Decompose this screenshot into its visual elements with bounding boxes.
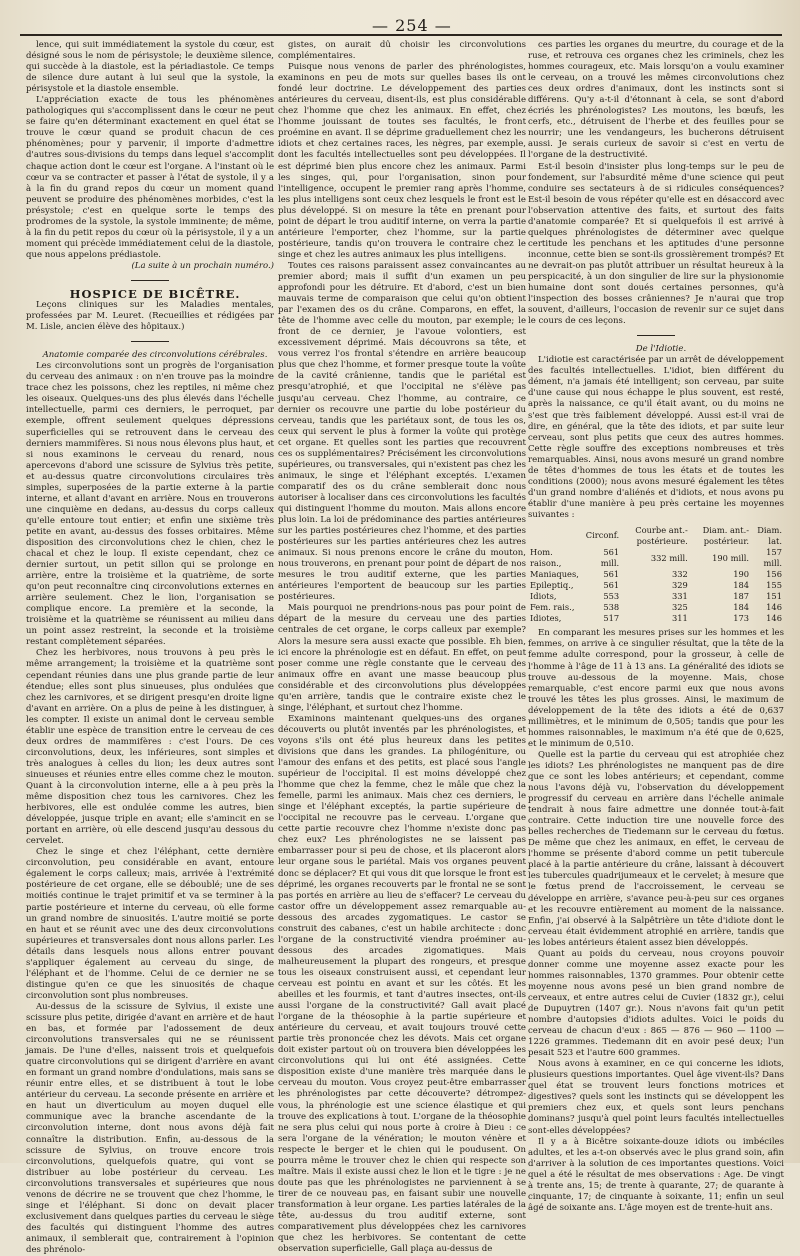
lecture-subtitle: Leçons cliniques sur les Maladies mentales, professées par M. Leuret. (Recueillies et rédigées par M. Lisle, ancien élève des hôpitaux.) <box>26 300 274 333</box>
column-1 <box>26 40 274 1255</box>
table-row <box>528 569 784 580</box>
paragraph: gistes, on aurait dû choisir les circonvolutions complémentaires. <box>278 40 526 62</box>
table-header-cell: Diam. lat. <box>757 524 782 547</box>
paragraph: lence, qui suit immédiatement la systole du cœur, est désigné sous le nom de périsystole; le deuxième silence, qui succède à la diastole, est la périadiastole. Ce temps de silence dure autant à lui seul que la systole, la périsystole et la diastole ensemble. <box>26 40 274 95</box>
paragraph: Il y a à Bicêtre soixante-douze idiots ou imbéciles adultes, et les a-t-on observés avec le plus grand soin, afin d'arriver à la solution de ces importantes questions. Voici quel a été le résultat de mes observations : Age. De vingt à trente ans, 15; de trente à quarante, 27; de quarante à cinquante, 17; de cinquante à soixante, 11; enfin un seul âgé de soixante ans. L'âge moyen est de trente-huit ans. <box>528 1136 784 1213</box>
table-cell: 190 <box>733 569 750 580</box>
article-title: Anatomie comparée des circonvolutions cérébrales. <box>42 350 268 361</box>
header-rule <box>20 34 782 36</box>
table-cell: 146 <box>766 613 782 624</box>
column-2 <box>278 40 526 1255</box>
table-cell: 151 <box>766 591 782 602</box>
table-cell: Idiots, <box>530 591 557 602</box>
table-cell: 146 <box>766 602 782 613</box>
table-cell: 157 mill. <box>763 547 782 569</box>
table-row <box>528 602 784 613</box>
table-row <box>528 613 784 624</box>
table-cell: Maniaques, <box>530 569 579 580</box>
table-header-cell <box>528 525 583 547</box>
column-3 <box>528 40 784 1213</box>
table-cell: 325 <box>671 602 688 613</box>
paragraph: Examinons maintenant quelques-uns des organes découverts ou plutôt inventés par les phrénologistes, et voyons s'ils ont été plus heureux dans les petites divisions que dans les grandes. La philogéniture, ou l'amour des enfans et des petits, est placé sous l'angle supérieur de l'occipital. Il est moins développé chez l'homme que chez la femme, chez le mâle que chez la femelle, parmi les animaux. Mais chez ces derniers, le singe et l'éléphant exceptés, la partie supérieure de l'occipital ne recouvre pas le cerveau. L'organe que cette partie recouvre chez l'homme n'existe donc pas chez eux? Les phrénologistes ne se laissent pas embarrasser pour si peu de chose, et ils placeront alors leur organe sous le pariétal. Mais vos organes peuvent donc se déplacer? Et qui vous dit que lorsque le front est déprimé, les organes recouverts par le frontal ne se sont pas portés en arrière au lieu de s'effacer? Le cerveau du castor offre un développement assez remarquable au-dessous des arcades zygomatiques. Le castor se construit des cabanes, c'est un habile architecte : donc l'organe de la constructivité viendra proéminer au-dessous des arcades zigomatiques. Mais malheureusement la plupart des rongeurs, et presque tous les oiseaux construisent aussi, et cependant leur cerveau est pointu en avant et sur les côtés. Et les abeilles et les fourmis, et tant d'autres insectes, ont-ils aussi l'organe de la constructivité? Gall avait placé l'organe de la théosophie à la partie supérieure et antérieure du cerveau, et avait toujours trouvé cette partie très prononcée chez les dévots. Mais cet organe doit exister partout où on trouvera bien développées les circonvolutions qui lui ont été assignées. Cette disposition existe d'une manière très marquée dans le cerveau du mouton. Vous croyez peut-être embarrasser les phrénologistes par cette découverte? détrompez-vous, la phrénologie est une science élastique et qui trouve des explications à tout. L'organe de la théosophie ne sera plus celui qui nous porte à croire à Dieu : ce sera l'organe de la vénération; le mouton vénère et respecte le berger et le chien qui le poudusent. On pourra même le trouver chez le chien qui respecte son maître. Mais il existe aussi chez le lion et le tigre : je ne doute pas que les phrénologistes ne parviennent à se tirer de ce nouveau pas, en faisant subir une nouvelle transformation à leur organe. Les parties latérales de la tête, au-dessus du trou auditif externe, sont comparativement plus développées chez les carnivores que chez les herbivores. Se contentant de cette observation superficielle, Gall plaça au-dessus de <box>278 713 526 1255</box>
paragraph: Nous avons à examiner, en ce qui concerne les idiots, plusieurs questions importantes. Quel âge vivent-ils? Dans quel état se trouvent leurs fonctions motrices et digestives? quels sont les instincts qui se développent les premiers chez eux, et quels sont leurs penchans dominans? jusqu'à quel point leurs facultés intellectuelles sont-elles développées? <box>528 1059 784 1136</box>
table-row <box>528 591 784 602</box>
paragraph: Les circonvolutions sont un progrès de l'organisation du cerveau des animaux : on n'en trouve pas la moindre trace chez les poissons, chez les reptiles, ni même chez les oiseaux. Quelques-uns des plus élevés dans l'échelle intellectuelle, parmi ces derniers, le perroquet, par exemple, offrent seulement quelques dépressions superficielles qui se retrouvent dans le cerveau des derniers mammifères. Si nous nous élevons plus haut, et si nous examinons le cerveau du renard, nous apercevons d'abord une scissure de Sylvius très petite, et au-dessus quatre circonvolutions circulaires très simples, superposées de la partie externe à la partie interne, et allant d'avant en arrière. Nous en trouverons une cinquième en dedans, au-dessus du corps calleux qu'elle entoure tout entier; et enfin une sixième très petite en avant, au-dessus des fosses orbitaires. Même disposition des circonvolutions chez le chien, chez le chacal et chez le loup. Il existe cependant, chez ce dernier surtout, un petit sillon qui se prolonge en arrière, entre la troisième et la quatrième, de sorte qu'on peut reconnaître cinq circonvolutions externes en arrière seulement. Chez le lion, l'organisation se complique encore. La première et la seconde, la troisième et la quatrième se réunissent au milieu dans un point assez restreint, la seconde et la troisième restant complètement séparées. <box>26 361 274 648</box>
paragraph: Au-dessus de la scissure de Sylvius, il existe une scissure plus petite, dirigée d'avant en arrière et de haut en bas, et formée par l'adossement de deux circonvolutions transversales qui ne se réunissent jamais. De l'une d'elles, naissent trois et quelquefois quatre circonvolutions qui se dirigent d'arrière en avant en formant un grand nombre d'ondulations, mais sans se réunir entre elles, et se distribuent à tout le lobe antérieur du cerveau. La seconde présente en arrière et en haut un diverticulum au moyen duquel elle communique avec la branche ascendante de la circonvolution interne, dont nous avons déjà fait connaître la distribution. Enfin, au-dessous de la scissure de Sylvius, on trouve encore trois circonvolutions, quelquefois quatre, qui vont se distribuer au lobe postérieur du cerveau. Les circonvolutions transversales et supérieures que nous venons de décrire ne se trouvent que chez l'homme, le singe et l'éléphant. Si donc on devait placer exclusivement dans quelques parties du cerveau le siège des facultés qui distinguent l'homme des autres animaux, il semblerait que, contrairement à l'opinion des phrénolo- <box>26 1001 274 1255</box>
table-cell: Hom. raison., <box>530 547 562 569</box>
paragraph: Puisque nous venons de parler des phrénologistes, examinons en peu de mots sur quelles bases ils ont fondé leur doctrine. Le développement des parties antérieures du cerveau, disent-ils, est plus considérable chez l'homme que chez les animaux. En effet, chez l'homme jouissant de toutes ses facultés, le front proémine en avant. Il se déprime graduellement chez les idiots et chez certaines races, les nègres, par exemple, dont les facultés intellectuelles sont peu développées. Il est déprimé bien plus encore chez les animaux. Parmi les singes, qui, pour l'organisation, sinon pour l'intelligence, occupent le premier rang après l'homme, les plus intelligens sont ceux chez lesquels le front est le plus développé. Si on mesure la tête en prenant pour point de départ le trou auditif interne, on verra la partie antérieure l'emporter, chez l'homme, sur la partie postérieure, tandis qu'on trouvera le contraire chez le singe et chez les autres animaux les plus intelligens. <box>278 62 526 260</box>
paragraph: L'idiotie est caractérisée par un arrêt de développement des facultés intellectuelles. L'idiot, bien différent du dément, n'a jamais été intelligent; son cerveau, par suite d'une cause qui nous échappe le plus souvent, est resté, après la naissance, ce qu'il était avant, ou du moins ne s'est que très faiblement développé. Aussi est-il vrai de dire, en général, que la tête des idiots, et par suite leur cerveau, sont plus petits que ceux des autres hommes. Cette règle souffre des exceptions nombreuses et très remarquables. Ainsi, nous avons mesuré un grand nombre de têtes d'hommes de tous les états et de toutes les conditions (2000); nous avons mesuré également les têtes d'un grand nombre d'aliénés et d'idiots, et nous avons pu établir d'une manière à peu près certaine les moyennes suivantes : <box>528 355 784 520</box>
paragraph: Quant au poids du cerveau, nous croyons pouvoir donner comme une moyenne assez exacte pour les hommes raisonnables, 1370 grammes. Pour obtenir cette moyenne nous avons pesé un bien grand nombre de cerveaux, et entre autres celui de Cuvier (1832 gr.), celui de Dupuytren (1407 gr.). Nous n'avons fait qu'un petit nombre d'autopsies d'idiots adultes. Voici le poids du cerveau de chacun d'eux : 865 — 876 — 960 — 1100 — 1226 grammes. Tiedemann dit en avoir pesé deux; l'un pesait 523 et l'autre 600 grammes. <box>528 948 784 1059</box>
page-number: — 254 — <box>372 16 452 35</box>
paragraph: Mais pourquoi ne prendrions-nous pas pour point de départ de la mesure du cerveau une des parties centrales de cet organe, le corps calleux par exemple? Alors la mesure sera aussi exacte que possible. Eh bien, ici encore la phrénologie est en défaut. En effet, on peut poser comme une règle constante que le cerveau des animaux offre en avant une masse beaucoup plus considérable et des circonvolutions plus développées qu'en arrière, tandis que le contraire existe chez le singe, l'éléphant, et surtout chez l'homme. <box>278 603 526 713</box>
paragraph: Chez le singe et chez l'éléphant, cette dernière circonvolution, peu considérable en avant, entoure également le corps calleux; mais, arrivée à l'extrémité postérieure de cet organe, elle se déboublé; une de ses moitiés continue le trajet primitif et va se terminer à la partie postérieure et interne du cerveau, où elle forme un grand nombre de sinuosités. L'autre moitié se porte en haut et se réunit avec une des deux circonvolutions supérieures et transversales dont nous allons parler. Les détails dans lesquels nous allons entrer pouvant s'appliquer également au cerveau du singe, de l'éléphant et de l'homme. Celui de ce dernier ne se distingue qu'en ce que les sinuosités de chaque circonvolution sont plus nombreuses. <box>26 847 274 1001</box>
section-subheading: De l'Idiotie. <box>635 344 687 355</box>
continuation-note: (La suite à un prochain numéro.) <box>131 260 274 271</box>
table-cell: 331 <box>671 591 688 602</box>
table-header-cell: Courbe ant.-postérieure. <box>635 524 688 547</box>
table-cell: 190 mill. <box>712 552 750 563</box>
table-cell: 156 <box>766 569 782 580</box>
table-cell: 155 <box>766 580 782 591</box>
paragraph: ces parties les organes du meurtre, du courage et de la ruse, et retrouva ces organes chez les criminels, chez les hommes courageux, etc. Mais lorsqu'on a voulu examiner le cerveau, on a trouvé les mêmes circonvolutions chez ces deux ordres d'animaux, dont les instincts sont si différens. Qu'y a-t-il d'étonnant à cela, se sont d'abord écriés les phrénologistes? Les moutons, les bœufs, les cerfs, etc., détruisent de l'herbe et des feuilles pour se nourrir; une les vendangeurs, les bucherons détruisent aussi. Je serais curieux de savoir si c'est en vertu de l'organe de la destructivité. <box>528 40 784 161</box>
table-cell: 553 <box>603 591 620 602</box>
measurements-table <box>528 525 784 624</box>
table-cell: 184 <box>733 580 750 591</box>
table-cell: 184 <box>733 602 750 613</box>
table-header-cell: Circonf. <box>585 530 620 541</box>
table-header-row <box>528 525 784 547</box>
section-heading: HOSPICE DE BICÊTRE. <box>69 286 241 301</box>
table-cell: 561 <box>603 580 620 591</box>
separator <box>131 341 169 342</box>
paragraph: Toutes ces raisons paraissent assez convaincantes au premier abord; mais il suffit d'un examen un peu approfondi pour les détruire. Et d'abord, c'est un bien mauvais terme de comparaison que celui qu'on obtient par l'examen des os du crâne. Comparons, en effet, la tête de l'homme avec celle du mouton, par exemple; le front de ce dernier, je l'avoue volontiers, est excessivement déprimé. Mais découvrons sa tête, et vous verrez l'os frontal s'étendre en arrière beaucoup plus que chez l'homme, et former presque toute la voûte de la cavité crânienne, tandis que le pariétal est presqu'atrophié, et que l'occipital ne s'élève pas jusqu'au cerveau. Chez l'homme, au contraire, ce dernier os recouvre une partie du lobe postérieur du cerveau, tandis que les pariétaux sont, de tous les os, ceux qui servent le plus à former la voûte qui protège cet organe. Et quelles sont les parties que recouvrent ces os supplémentaires? Précisément les circonvolutions supérieures, ou transversales, qui n'existent pas chez les animaux, le singe et l'éléphant exceptés. L'examen comparatif des os du crâne semblerait donc nous autoriser à localiser dans ces circonvolutions les facultés qui distinguent l'homme du mouton. Mais allons encore plus loin. La loi de prédominance des parties antérieures sur les parties postérieures chez l'homme, et des parties postérieures sur les parties antérieures chez les autres animaux. Si nous prenons encore le crâne du mouton, nous trouverons, en prenant pour point de départ de nos mesures le trou auditif externe, que les parties antérieures l'emportent de beaucoup sur les parties postérieures. <box>278 260 526 603</box>
table-cell: 187 <box>733 591 750 602</box>
table-cell: 173 <box>733 613 750 624</box>
table-cell: Fem. rais., <box>530 602 575 613</box>
separator <box>637 335 675 336</box>
table-cell: 332 mill. <box>650 552 688 563</box>
table-cell: 538 <box>603 602 620 613</box>
paragraph: En comparant les mesures prises sur les hommes et les femmes, on arrive à ce singulier résultat, que la tête de la femme adulte correspond, pour la grosseur, à celle de l'homme à l'âge de 11 à 13 ans. La généralité des idiots se trouve au-dessous de la moyenne. Mais, chose remarquable, c'est encore parmi eux que nous avons trouvé les têtes les plus grosses. Ainsi, le maximum de développement de la tête des idiots a été de 0,637 millimètres, et le minimum de 0,505; tandis que pour les hommes raisonnables, le maximum n'a été que de 0,625, et le minimum de 0,510. <box>528 628 784 749</box>
table-cell: Idiotes, <box>530 613 562 624</box>
table-cell: Epileptiq., <box>530 580 574 591</box>
paragraph: Quelle est la partie du cerveau qui est atrophiée chez les idiots? Les phrénologistes ne manquent pas de dire que ce sont les lobes antérieurs; et cependant, comme nous l'avons déjà vu, l'observation du développement progressif du cerveau en arrière dans l'échelle animale tendrait à nous faire admettre une donnée tout-à-fait contraire. Cette induction tire une nouvelle force des belles recherches de Tiedemann sur le cerveau du fœtus. De même que chez les animaux, en effet, le cerveau de l'homme se présente d'abord comme un petit tubercule placé à la partie antérieure du crâne, laissant à découvert les tubercules quadrijumeaux et le cervelet; à mesure que le fœtus prend de l'accroissement, le cerveau se développe en arrière, s'avance peu-à-peu sur ces organes et les recouvre entièrement au moment de la naissance. Enfin, j'ai observé à la Salpêtrière un tête d'idiote dont le cerveau était évidemment atrophié en arrière, tandis que les lobes antérieurs étaient assez bien développés. <box>528 749 784 948</box>
paragraph: Est-il besoin d'insister plus long-temps sur le peu de fondement, sur l'absurdité même d'une science qui peut conduire ses sectateurs à de si ridicules conséquences? Est-il besoin de vous répéter qu'elle est en désaccord avec l'observation attentive des faits, et surtout des faits d'anatomie comparée? Et si quelquefois il est arrivé à quelques phrénologistes de déterminer avec quelque certitude les penchans et les aptitudes d'une personne inconnue, cette bien se sont-ils grossièrement trompés? Et ne devrait-on pas plutôt attribuer un résultat heureux à la perspicacité, à un don singulier de lire sur la physionomie humaine dont sont doués certaines personnes, qu'à l'inspection des bosses crâniennes? Je n'aurai que trop souvent, d'ailleurs, l'occasion de revenir sur ce sujet dans le cours de ces leçons. <box>528 161 784 327</box>
paragraph: Chez les herbivores, nous trouvons à peu près le même arrangement; la troisième et la quatrième sont cependant réunies dans une plus grande partie de leur étendue; elles sont plus sinueuses, plus ondulées que chez les carnivores, et se dirigent presqu'en droite ligne d'avant en arrière. On a plus de peine à les distinguer, à les compter. Il existe un animal dont le cerveau semble établir une espèce de transition entre le cerveau de ces deux ordres de mammifères : c'est l'ours. De ces circonvolutions, deux, les inférieures, sont simples et très analogues à celles du lion; les deux autres sont sinueuses et réunies entre elles comme chez le mouton. Quant à la circonvolution interne, elle a à peu près la même disposition chez tous les carnivores. Chez les herbivores, elle est ondulée comme les autres, bien développée, jusque triple en avant; elle s'amincit en se portant en arrière, où elle descend jusqu'au dessous du cervelet. <box>26 648 274 847</box>
table-cell: 329 <box>671 580 688 591</box>
table-row <box>528 580 784 591</box>
paragraph: L'appréciation exacte de tous les phénomènes pathologiques qui s'accomplissent dans le cœur ne peut se faire qu'en déterminant exactement en quel état se trouve le cœur quand se produit chacun de ces phénomènes; pour y parvenir, il importe d'admettre d'autres sous-divisions du temps dans lequel s'accomplit chaque action dont le cœur est l'organe. A l'instant où le cœur va se contracter et passer à l'état de systole, il y a à la fin du grand repos du cœur un moment quand peuvent se produire des phénomènes morbides, c'est la présystole; c'est en quelque sorte le temps des prodromes de la systole, la systole imminente; de même, à la fin du petit repos du cœur où la périsystole, il y a un moment qui précède immédiatement celui de la diastole, que nous appelons prédiastole. <box>26 95 274 260</box>
table-cell: 561 <box>603 569 620 580</box>
table-cell: 311 <box>671 613 688 624</box>
table-cell: 561 mill. <box>600 547 620 569</box>
table-cell: 332 <box>671 569 688 580</box>
table-row <box>528 547 784 569</box>
separator <box>131 280 169 281</box>
table-header-cell: Diam. ant.-postérieur. <box>702 524 750 547</box>
table-cell: 517 <box>603 613 620 624</box>
